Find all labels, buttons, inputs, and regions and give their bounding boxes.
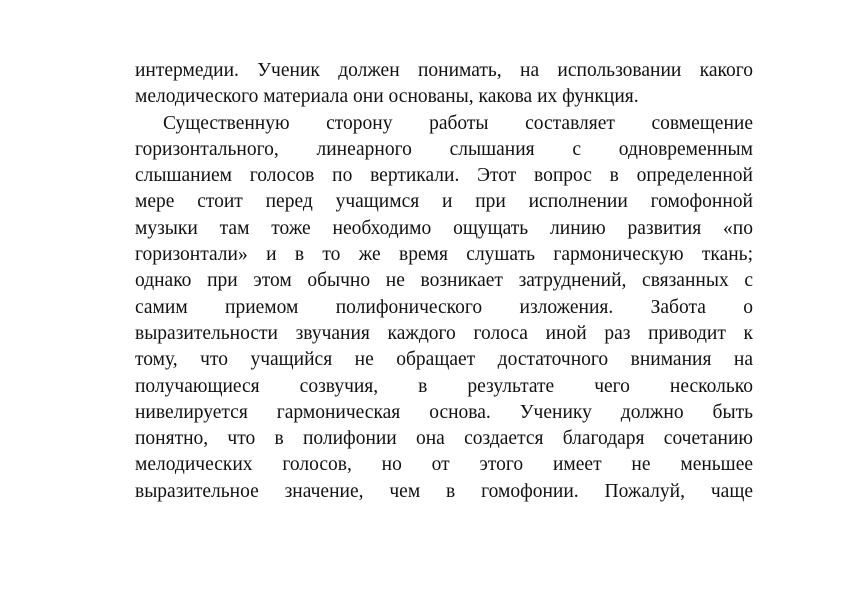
text-line-paragraph-start: Существенную сторону работы составляет совмещение [163, 112, 753, 134]
text-line: выразительности звучания каждого голоса иной раз приводит к [135, 322, 753, 344]
text-line: самим приемом полифонического изложения. Забота о [135, 296, 753, 318]
text-line: тому, что учащийся не обращает достаточного внимания на [135, 349, 753, 371]
text-line: горизонтали» и в то же время слушать гармоническую ткань; [135, 244, 753, 266]
text-line: слышанием голосов по вертикали. Этот вопрос в определенной [135, 165, 753, 187]
text-line: мелодических голосов, но от этого имеет не меньшее [135, 454, 753, 476]
text-line: интермедии. Ученик должен понимать, на использовании какого [135, 60, 753, 81]
text-line-paragraph-end: мелодического материала они основаны, какова их функция. [135, 86, 639, 108]
text-line: однако при этом обычно не возникает затруднений, связанных с [135, 270, 753, 292]
text-line: мере стоит перед учащимся и при исполнении гомофонной [135, 191, 753, 213]
body-text [135, 58, 753, 505]
text-line: получающиеся созвучия, в результате чего несколько [135, 375, 753, 397]
text-line: музыки там тоже необходимо ощущать линию развития «по [135, 217, 753, 239]
text-line: выразительное значение, чем в гомофонии. Пожалуй, чаще [135, 480, 753, 502]
text-line: нивелируется гармоническая основа. Ученику должно быть [135, 401, 753, 423]
text-line: горизонтального, линеарного слышания с одновременным [135, 138, 753, 160]
text-line: понятно, что в полифонии она создается благодаря сочетанию [135, 428, 753, 450]
